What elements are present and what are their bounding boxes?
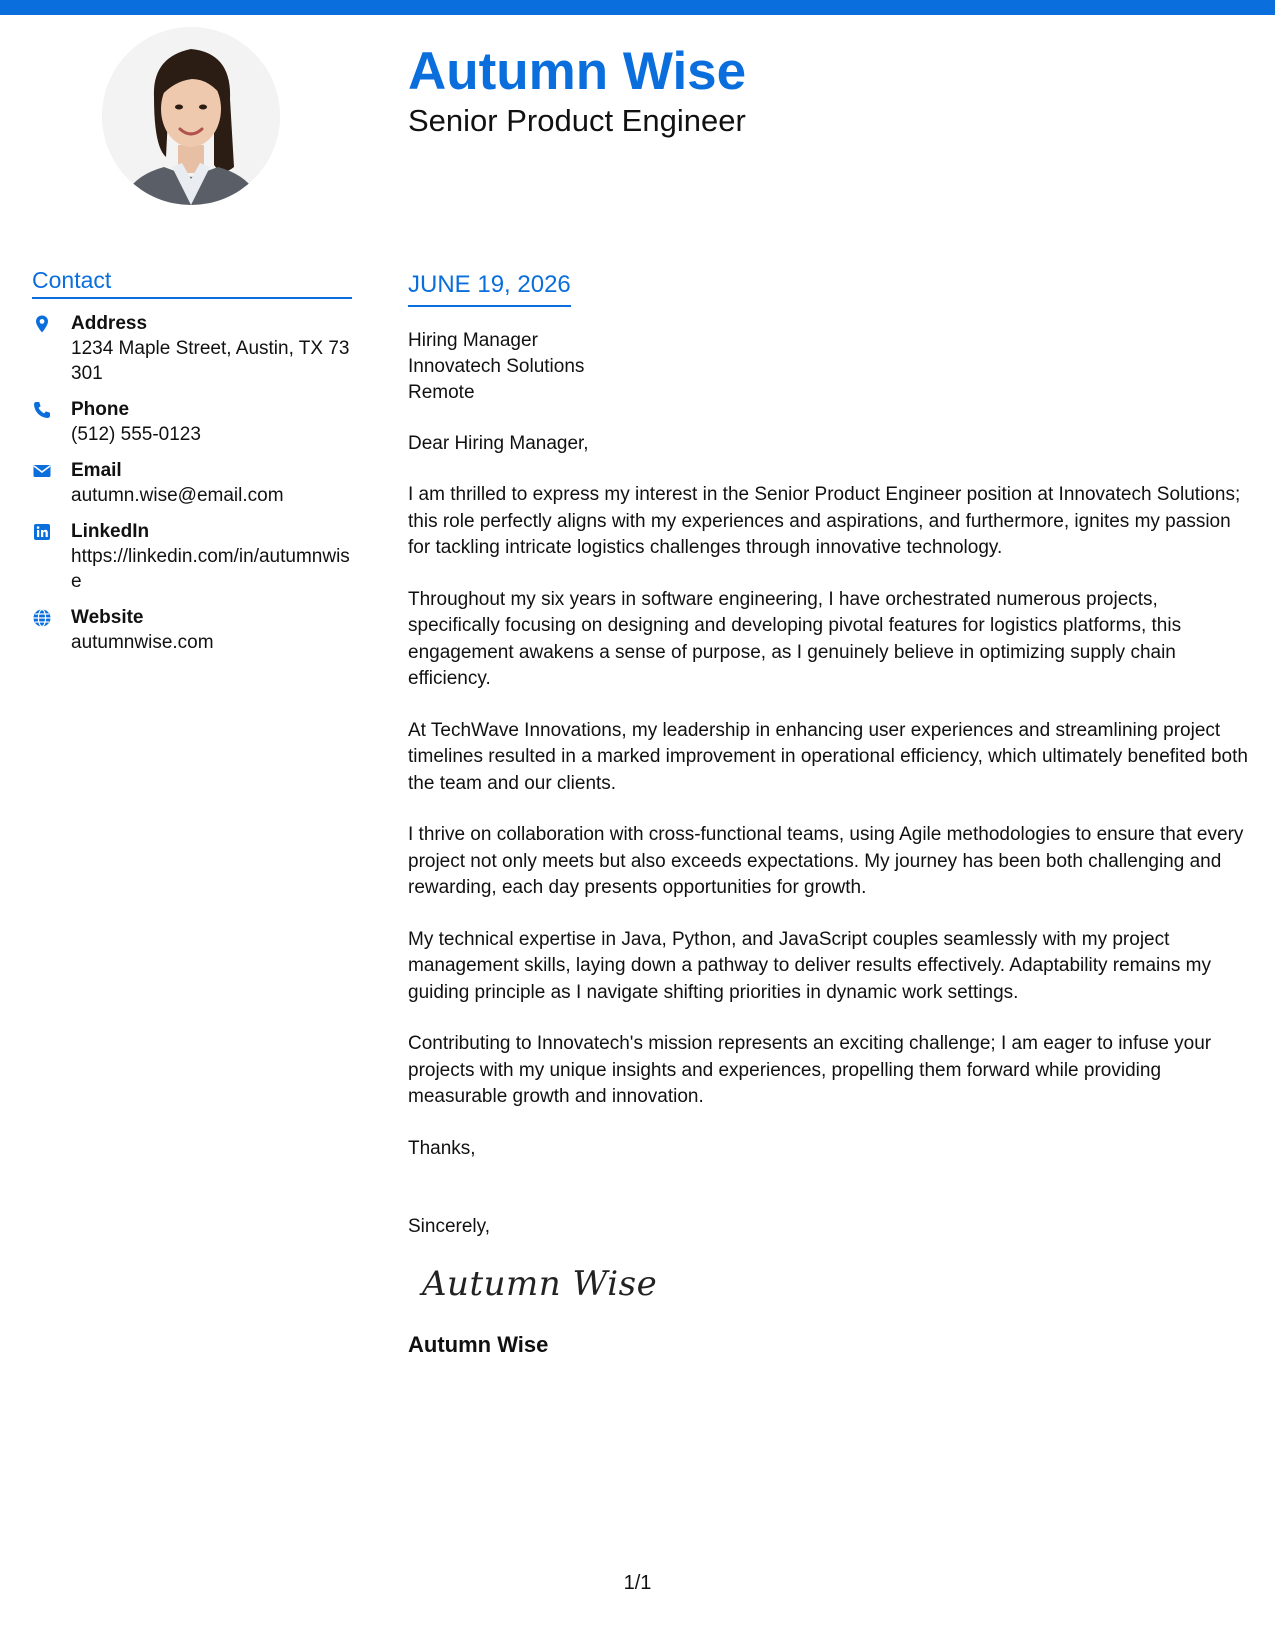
top-accent-bar [0,0,1275,15]
letter-paragraph: My technical expertise in Java, Python, and JavaScript couples seamlessly with my project management skills, laying down a pathway to deliver results effectively. Adaptability remains my guiding principle as I navigate shifting priorities in dynamic work settings. [408,928,1211,1003]
contact-heading: Contact [32,265,352,299]
letter-paragraph: At TechWave Innovations, my leadership in enhancing user experiences and streamlining project timelines resulted in a marked improvement in operational efficiency, which ultimately benefited both the team and our clients. [408,719,1248,794]
recipient-line: Remote [408,382,475,403]
linkedin-link[interactable]: https://linkedin.com/in/autumnwise [71,546,350,592]
phone-value: (512) 555-0123 [71,424,201,445]
letter-paragraph: I am thrilled to express my interest in the Senior Product Engineer position at Innovatech Solutions; this role perfectly aligns with my experiences and aspirations, and furthermore, ignites my passion for tackling intricate logistics challenges through innovative technology. [408,484,1241,558]
contact-label: Email [71,460,122,481]
address-value: 1234 Maple Street, Austin, TX 73301 [71,338,350,384]
contact-item-phone [32,397,352,447]
contact-item-website [32,605,352,655]
globe-icon [32,608,52,628]
page-number: 1/1 [623,1572,652,1594]
handwritten-signature: Autumn Wise [422,1263,658,1304]
salutation: Dear Hiring Manager, [408,433,589,454]
contact-label: Phone [71,399,130,420]
contact-item-email [32,458,352,508]
website-link[interactable]: autumnwise.com [71,632,214,653]
linkedin-icon [32,522,52,542]
contact-item-linkedin [32,519,352,594]
contact-item-address [32,311,352,386]
closing-sincerely: Sincerely, [408,1215,491,1237]
letter-paragraph: Contributing to Innovatech's mission represents an exciting challenge; I am eager to infuse your projects with my unique insights and experiences, propelling them forward while providing measurable growth and innovation. [408,1033,1212,1107]
contact-label: LinkedIn [71,521,150,542]
letter-body [408,270,1253,1360]
signed-name: Autumn Wise [408,1331,549,1357]
recipient-line: Innovatech Solutions [408,356,585,377]
contact-label: Website [71,607,144,628]
envelope-icon [32,461,52,481]
recipient-block [408,328,1253,406]
applicant-name: Autumn Wise [408,42,747,101]
phone-icon [32,400,52,420]
contact-sidebar [32,265,352,655]
letter-date: JUNE 19, 2026 [408,270,571,307]
contact-label: Address [71,313,148,334]
job-title: Senior Product Engineer [408,103,746,138]
recipient-line: Hiring Manager [408,330,538,351]
email-link[interactable]: autumn.wise@email.com [71,485,284,506]
letter-paragraph: I thrive on collaboration with cross-functional teams, using Agile methodologies to ensure that every project not only meets but also exceeds expectations. My journey has been both challenging and rewarding, each day presents opportunities for growth. [408,824,1244,898]
closing-thanks: Thanks, [408,1137,476,1159]
map-pin-icon [32,314,52,334]
profile-photo [102,27,280,205]
letter-paragraph: Throughout my six years in software engineering, I have orchestrated numerous projects, specifically focusing on designing and developing pivotal features for logistics platforms, this engagement awakens a sense of purpose, as I genuinely believe in optimizing supply chain efficiency. [408,588,1182,689]
